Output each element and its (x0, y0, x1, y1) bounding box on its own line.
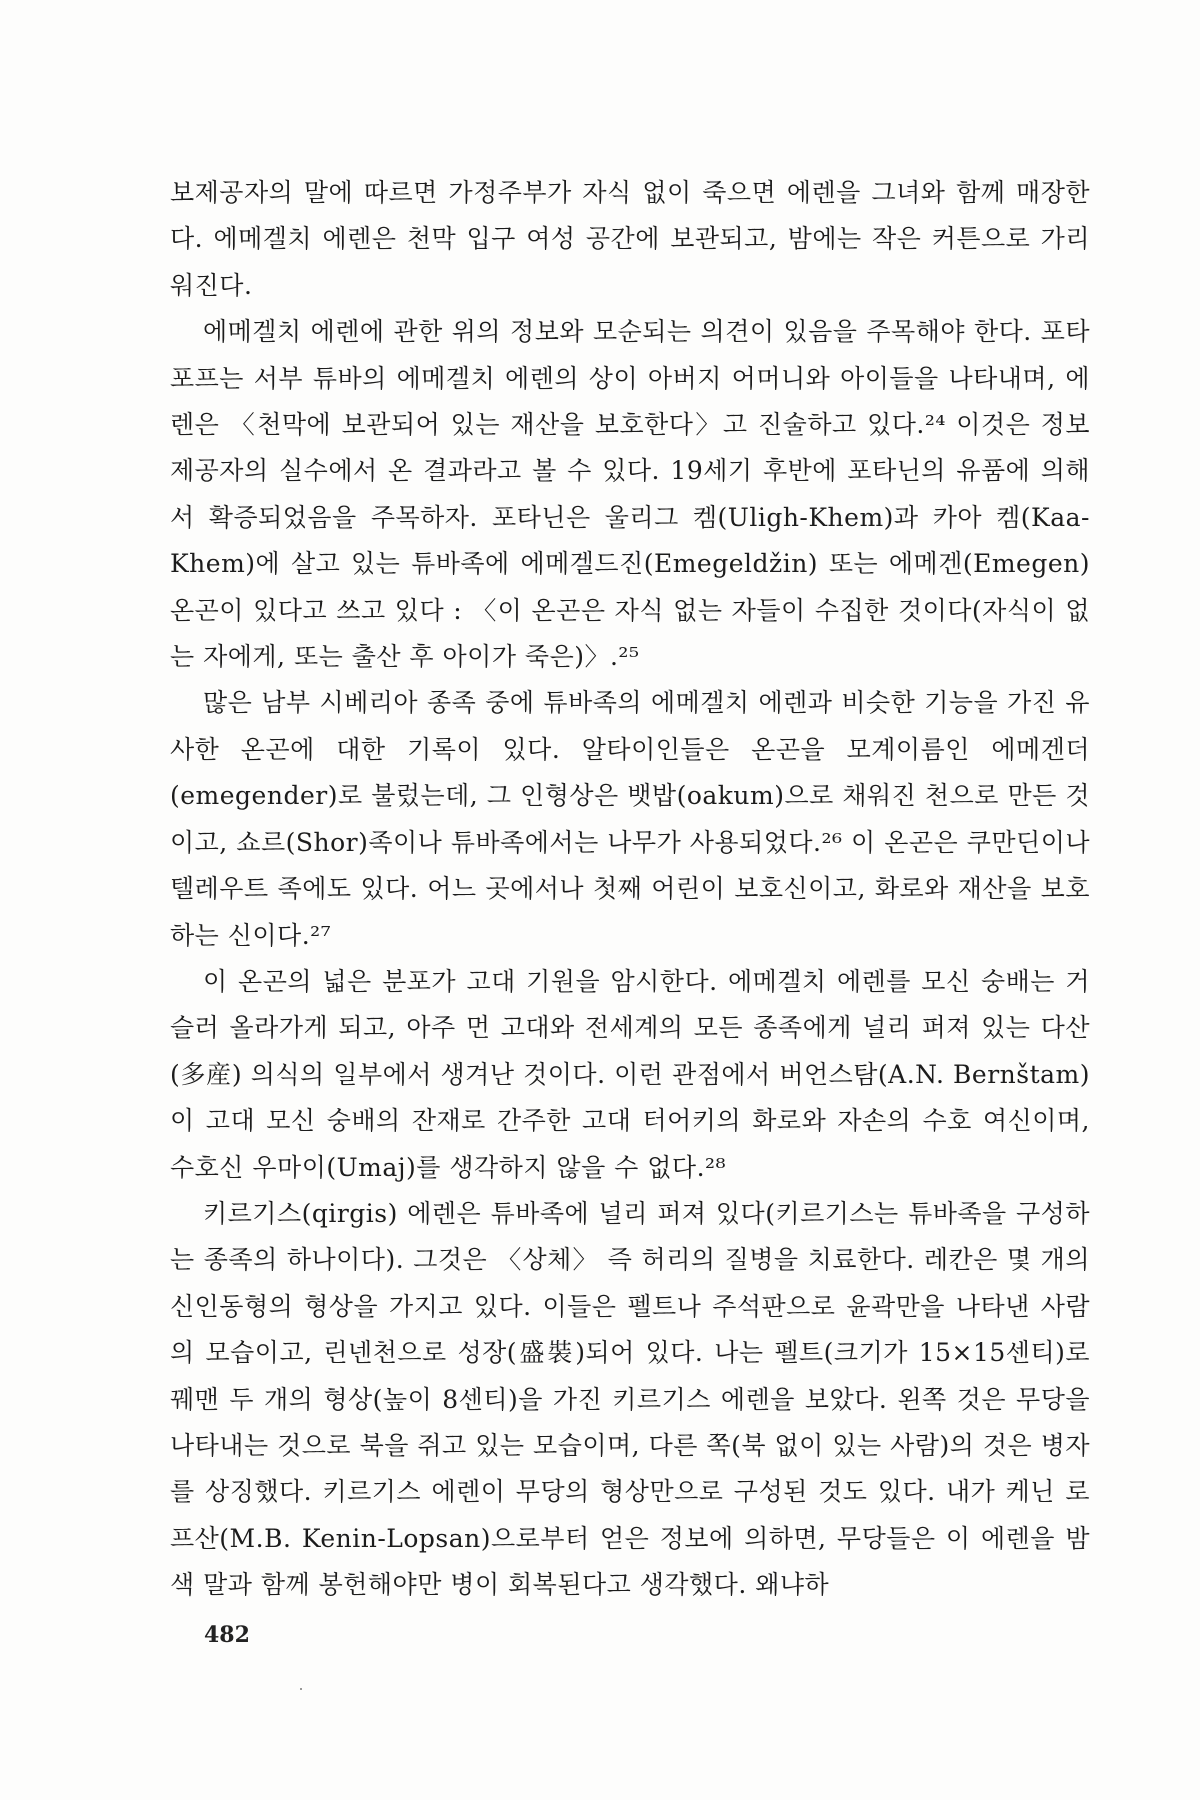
paragraph-5: 키르기스(qirgis) 에렌은 튜바족에 널리 퍼져 있다(키르기스는 튜바족을 구성하는 종족의 하나이다). 그것은 〈상체〉 즉 허리의 질병을 치료한다. 레칸은 몇 개의 신인동형의 형상을 가지고 있다. 이들은 펠트나 주석판으로 윤곽만을 나타낸 사람의 모습이고, 린넨천으로 성장(盛裝)되어 있다. 나는 펠트(크기가 15×15센티)로 꿰맨 두 개의 형상(높이 8센티)을 가진 키르기스 에렌을 보았다. 왼쪽 것은 무당을 나타내는 것으로 북을 쥐고 있는 모습이며, 다른 쪽(북 없이 있는 사람)의 것은 병자를 상징했다. 키르기스 에렌이 무당의 형상만으로 구성된 것도 있다. 내가 케닌 로프산(M.B. Kenin-Lopsan)으로부터 얻은 정보에 의하면, 무당들은 이 에렌을 밤색 말과 함께 봉헌해야만 병이 회복된다고 생각했다. 왜냐하 (170, 1198, 1090, 1600)
scan-speck (300, 1688, 302, 1690)
paragraph-3: 많은 남부 시베리아 종족 중에 튜바족의 에메겔치 에렌과 비슷한 기능을 가진 유사한 온곤에 대한 기록이 있다. 알타이인들은 온곤을 모계이름인 에메겐더(emegender)로 불렀는데, 그 인형상은 뱃밥(oakum)으로 채워진 천으로 만든 것이고, 쇼르(Shor)족이나 튜바족에서는 나무가 사용되었다.²⁶ 이 온곤은 쿠만딘이나 텔레우트 족에도 있다. 어느 곳에서나 첫째 어린이 보호신이고, 화로와 재산을 보호하는 신이다.²⁷ (170, 688, 1090, 950)
paragraph-1: 보제공자의 말에 따르면 가정주부가 자식 없이 죽으면 에렌을 그녀와 함께 매장한다. 에메겔치 에렌은 천막 입구 여성 공간에 보관되고, 밤에는 작은 커튼으로 가리워진다. (170, 178, 1090, 300)
body-text (170, 170, 1090, 1609)
paragraph-4: 이 온곤의 넓은 분포가 고대 기원을 암시한다. 에메겔치 에렌를 모신 숭배는 거슬러 올라가게 되고, 아주 먼 고대와 전세계의 모든 종족에게 널리 퍼져 있는 다산(多産) 의식의 일부에서 생겨난 것이다. 이런 관점에서 버언스탐(A.N. Bernštam)이 고대 모신 숭배의 잔재로 간주한 고대 터어키의 화로와 자손의 수호 여신이며, 수호신 우마이(Umaj)를 생각하지 않을 수 없다.²⁸ (170, 966, 1090, 1182)
paragraph-2: 에메겔치 에렌에 관한 위의 정보와 모순되는 의견이 있음을 주목해야 한다. 포타포프는 서부 튜바의 에메겔치 에렌의 상이 아버지 어머니와 아이들을 나타내며, 에렌은 〈천막에 보관되어 있는 재산을 보호한다〉고 진술하고 있다.²⁴ 이것은 정보제공자의 실수에서 온 결과라고 볼 수 있다. 19세기 후반에 포타닌의 유품에 의해서 확증되었음을 주목하자. 포타닌은 울리그 켐(Uligh-Khem)과 카아 켐(Kaa-Khem)에 살고 있는 튜바족에 에메겔드진(Emegeldžin) 또는 에메겐(Emegen) 온곤이 있다고 쓰고 있다 : 〈이 온곤은 자식 없는 자들이 수집한 것이다(자식이 없는 자에게, 또는 출산 후 아이가 죽은)〉.²⁵ (170, 317, 1090, 672)
page-number: 482 (204, 1622, 250, 1648)
